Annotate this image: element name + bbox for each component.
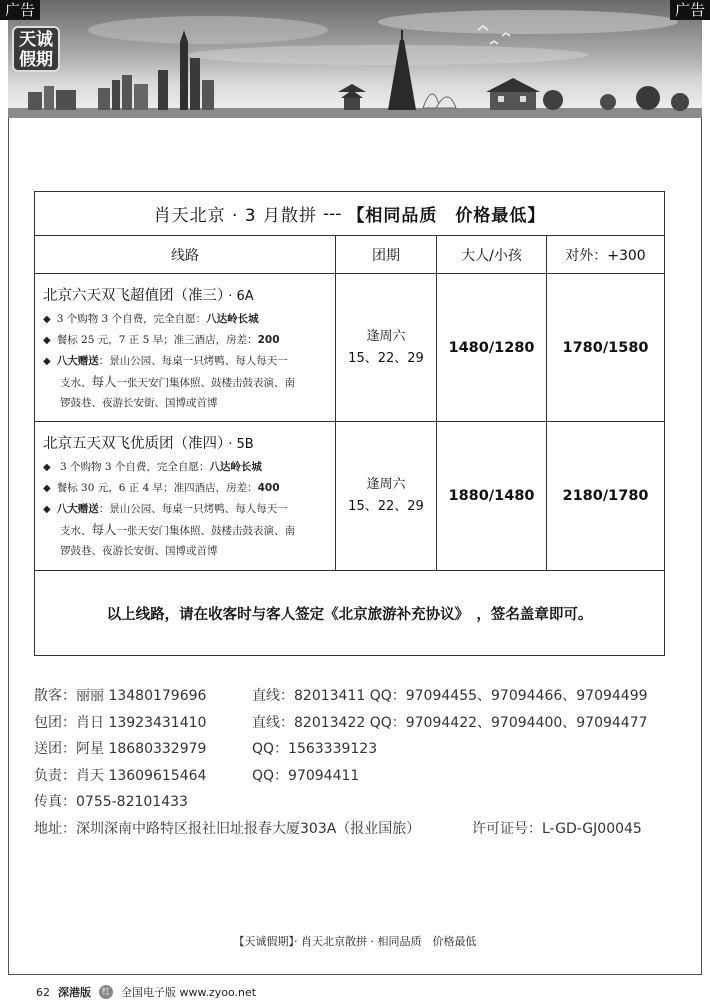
route-bullet: ◆ 3 个购物 3 个自费，完全自愿：八达岭长城: [43, 313, 259, 325]
route-name: 北京五天双飞优质团（准四） · 5B: [43, 436, 254, 452]
title-separator: ---: [323, 203, 342, 224]
page-number: 62: [36, 985, 50, 999]
table-row: [35, 422, 664, 571]
table-header-row: [35, 236, 664, 274]
ad-label-right: 广告: [670, 0, 710, 20]
route-cell: [35, 422, 336, 570]
header-price: 大人/小孩: [437, 236, 547, 273]
date-weekday: 逢周六: [366, 328, 406, 344]
external-price-cell: 2180/1780: [562, 488, 649, 504]
diamond-bullet-icon: ◆: [43, 462, 51, 473]
header-dates: 团期: [336, 236, 437, 273]
address-line: [34, 815, 684, 842]
route-bullet: ◆ 八大赠送：景山公园、每桌一只烤鸭、每人每天一 支水、每人一张天安门集体照、鼓楼击鼓表演、南 锣鼓巷、夜游长安街、国博或首博: [43, 503, 296, 557]
date-cell: [336, 274, 437, 421]
contact-line: 送团：阿星 18680332979 QQ：1563339123: [34, 741, 378, 758]
table-row: [35, 274, 664, 422]
route-code: · 6A: [228, 289, 254, 304]
diamond-bullet-icon: ◆: [43, 504, 51, 515]
footer-note: 【天诚假期】· 肖天北京散拼 · 相同品质 价格最低: [233, 935, 477, 948]
price-cell: 1880/1480: [437, 422, 547, 570]
table-note: 以上线路，请在收客时与客人签定《北京旅游补充协议》 ，签名盖章即可。: [106, 606, 593, 623]
header-route: 线路: [35, 236, 336, 273]
date-days: 15、22、29: [348, 350, 424, 366]
license: 许可证号：L-GD-GJ00045: [472, 820, 642, 837]
contact-line: 负责：肖天 13609615464 QQ：97094411: [34, 767, 360, 784]
logo-line1: 天诚: [19, 30, 53, 50]
title-main: 肖天北京 · 3 月散拼: [153, 206, 318, 226]
contact-line: 传真：0755-82101433: [34, 794, 188, 811]
route-bullet: ◆ 3 个购物 3 个自费，完全自愿：八达岭长城: [43, 461, 262, 473]
ad-label-left: 广告: [0, 0, 40, 20]
contact-line: 包团：肖日 13923431410 直线：82013422 QQ：97094422、97094400、97094477: [34, 714, 648, 731]
route-bullet: ◆ 餐标 30 元，6 正 4 早；准四酒店，房差：400: [43, 482, 280, 494]
diamond-bullet-icon: ◆: [43, 314, 51, 325]
edition-label: 深港版: [58, 986, 91, 999]
diamond-bullet-icon: ◆: [43, 356, 51, 367]
contact-block: [34, 682, 684, 841]
price-cell: 1480/1280: [437, 274, 547, 421]
date-days: 15、22、29: [348, 499, 424, 514]
tour-price-table: [34, 191, 665, 656]
diamond-bullet-icon: ◆: [43, 483, 51, 494]
brand-logo: [12, 26, 60, 72]
route-cell: [35, 274, 336, 421]
date-cell: [336, 422, 437, 570]
external-price-cell: 1780/1580: [562, 339, 649, 356]
address: 地址：深圳深南中路特区报社旧址报春大厦303A（报业国旅）: [34, 820, 421, 837]
page-footer: [36, 984, 256, 1000]
skyline-banner: [8, 0, 702, 118]
logo-line2: 假期: [19, 50, 53, 70]
diamond-bullet-icon: ◆: [43, 335, 51, 346]
contact-line: 散客：丽丽 13480179696 直线：82013411 QQ：97094455、97094466、97094499: [34, 688, 648, 705]
route-code: · 5B: [228, 437, 254, 452]
route-bullet: ◆ 八大赠送：景山公园、每桌一只烤鸭、每人每天一 支水、每人一张天安门集体照、鼓楼击鼓表演、南 锣鼓巷、夜游长安街、国博或首博: [43, 355, 296, 409]
edition-badge-icon: 红: [99, 985, 113, 999]
date-weekday: 逢周六: [366, 477, 406, 492]
table-title: [35, 192, 664, 236]
route-bullet: ◆ 餐标 25 元，7 正 5 早；准三酒店，房差：200: [43, 334, 280, 346]
skyline-illustration: [8, 0, 702, 118]
site-label: 全国电子版 www.zyoo.net: [121, 986, 257, 999]
header-external: 对外：+300: [565, 247, 646, 264]
title-highlight: 【相同品质 价格最低】: [347, 206, 546, 226]
route-name: 北京六天双飞超值团（准三） · 6A: [43, 288, 254, 304]
